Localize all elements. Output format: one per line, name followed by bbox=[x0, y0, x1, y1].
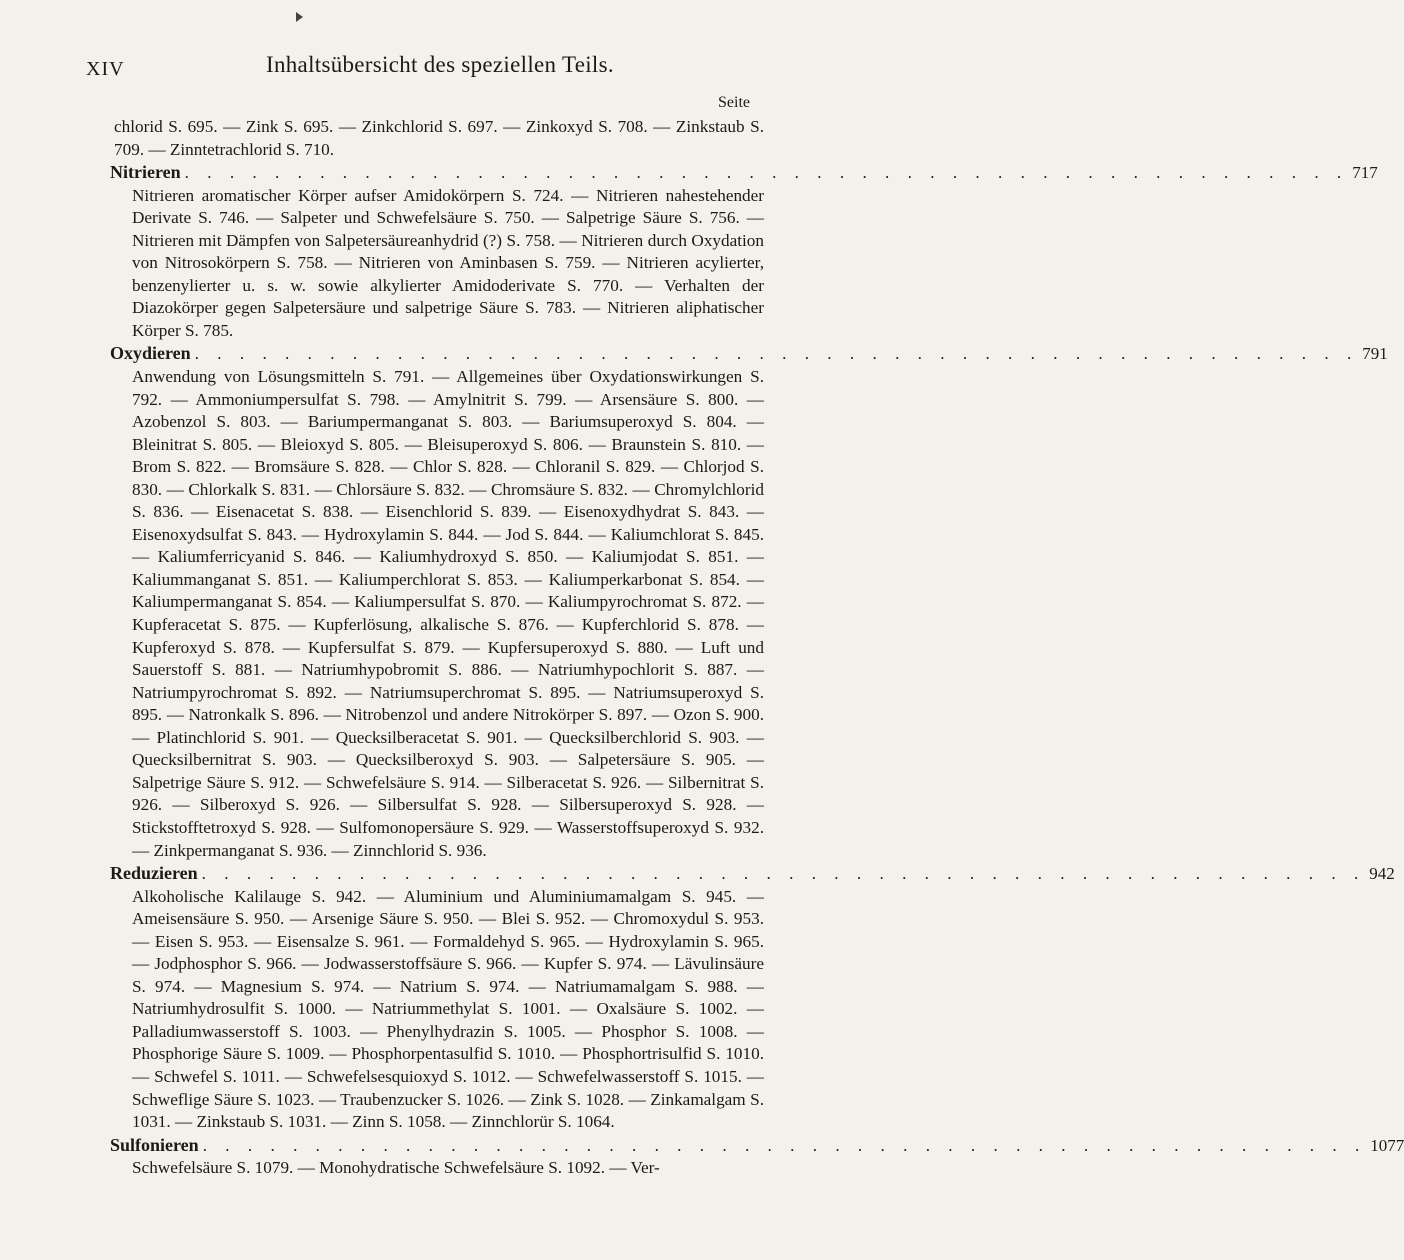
section-title: Nitrieren bbox=[110, 162, 181, 183]
page-title: Inhaltsübersicht des speziellen Teils. bbox=[266, 52, 614, 77]
section-heading-reduzieren bbox=[110, 862, 1395, 886]
section-entry-sulfonieren: Schwefelsäure S. 1079. — Monohydratische Schwefelsäure S. 1092. — Ver- bbox=[132, 1158, 660, 1178]
table-of-contents bbox=[110, 116, 1404, 1180]
section-page-number: 942 bbox=[1369, 864, 1395, 884]
section-title: Reduzieren bbox=[110, 863, 198, 884]
section-entry-nitrieren: Nitrieren aromatischer Körper aufser Amidokörpern S. 724. — Nitrieren nahestehender Derivate S. 746. — Salpeter und Schwefelsäure S. 750. — Salpetrige Säure S. 756. — Nitrieren mit Dämpfen von Salpetersäureanhydrid (?) S. 758. — Nitrieren durch Oxydation von Nitrosokörpern S. 758. — Nitrieren von Aminbasen S. 759. — Nitrieren acylierter, benzenylierter u. s. w. sowie alkylierter Amidoderivate S. 770. — Verhalten der Diazokörper gegen Salpetersäure und salpetrige Säure S. 783. — Nitrieren aliphatischer Körper S. 785. bbox=[132, 185, 764, 340]
dot-leader: . . . . . . . . . . . . . . . . . . . . . . . . . . . . . . . . . . . . . . . . . . . . . . . . . . . . bbox=[202, 1135, 1367, 1155]
dot-leader: . . . . . . . . . . . . . . . . . . . . . . . . . . . . . . . . . . . . . . . . . . . . . . . . . . . . bbox=[184, 163, 1349, 183]
section-page-number: 717 bbox=[1352, 163, 1378, 183]
section-heading-nitrieren bbox=[110, 161, 1378, 185]
section-page-number: 791 bbox=[1362, 344, 1388, 364]
section-heading-oxydieren bbox=[110, 342, 1388, 366]
section-title: Oxydieren bbox=[110, 343, 191, 364]
page-column-label: Seite bbox=[718, 94, 750, 111]
page-number: XIV bbox=[86, 58, 125, 80]
pointer-icon bbox=[296, 12, 303, 22]
section-entry-oxydieren: Anwendung von Lösungsmitteln S. 791. — Allgemeines über Oxydationswirkungen S. 792. — Ammoniumpersulfat S. 798. — Amylnitrit S. 799. — Arsensäure S. 800. — Azobenzol S. 803. — Bariumpermanganat S. 803. — Bariumsuperoxyd S. 804. — Bleinitrat S. 805. — Bleioxyd S. 805. — Bleisuperoxyd S. 806. — Braunstein S. 810. — Brom S. 822. — Bromsäure S. 828. — Chlor S. 828. — Chloranil S. 829. — Chlorjod S. 830. — Chlorkalk S. 831. — Chlorsäure S. 832. — Chromsäure S. 832. — Chromylchlorid S. 836. — Eisenacetat S. 838. — Eisenchlorid S. 839. — Eisenoxydhydrat S. 843. — Eisenoxydsulfat S. 843. — Hydroxylamin S. 844. — Jod S. 844. — Kaliumchlorat S. 845. — Kaliumferricyanid S. 846. — Kaliumhydroxyd S. 850. — Kaliumjodat S. 851. — Kaliummanganat S. 851. — Kaliumperchlorat S. 853. — Kaliumperkarbonat S. 854. — Kaliumpermanganat S. 854. — Kaliumpersulfat S. 870. — Kaliumpyrochromat S. 872. — Kupferacetat S. 875. — Kupferlösung, alkalische S. 876. — Kupferchlorid S. 878. — Kupferoxyd S. 878. — Kupfersulfat S. 879. — Kupfersuperoxyd S. 880. — Luft und Sauerstoff S. 881. — Natriumhypobromit S. 886. — Natriumhypochlorit S. 887. — Natriumpyrochromat S. 892. — Natriumsuperchromat S. 895. — Natriumsuperoxyd S. 895. — Natronkalk S. 896. — Nitrobenzol und andere Nitrokörper S. 897. — Ozon S. 900. — Platinchlorid S. 901. — Quecksilberacetat S. 901. — Quecksilberchlorid S. 903. — Quecksilbernitrat S. 903. — Quecksilberoxyd S. 903. — Salpetersäure S. 905. — Salpetrige Säure S. 912. — Schwefelsäure S. 914. — Silberacetat S. 926. — Silbernitrat S. 926. — Silberoxyd S. 926. — Silbersulfat S. 928. — Silbersuperoxyd S. 928. — Stickstofftetroxyd S. 928. — Sulfomonopersäure S. 929. — Wasserstoffsuperoxyd S. 932. — Zinkpermanganat S. 936. — Zinnchlorid S. 936. bbox=[132, 367, 764, 860]
section-page-number: 1077 bbox=[1370, 1135, 1404, 1155]
section-heading-sulfonieren bbox=[110, 1134, 1404, 1158]
section-title: Sulfonieren bbox=[110, 1134, 199, 1155]
continuation-entry: chlorid S. 695. — Zink S. 695. — Zinkchlorid S. 697. — Zinkoxyd S. 708. — Zinkstaub S. 709. — Zinntetrachlorid S. 710. bbox=[114, 117, 764, 159]
running-head bbox=[86, 52, 766, 82]
dot-leader: . . . . . . . . . . . . . . . . . . . . . . . . . . . . . . . . . . . . . . . . . . . . . . . . . . . . bbox=[201, 864, 1366, 884]
dot-leader: . . . . . . . . . . . . . . . . . . . . . . . . . . . . . . . . . . . . . . . . . . . . . . . . . . . . bbox=[194, 344, 1359, 364]
section-entry-reduzieren: Alkoholische Kalilauge S. 942. — Aluminium und Aluminiumamalgam S. 945. — Ameisensäure S. 950. — Arsenige Säure S. 950. — Blei S. 952. — Chromoxydul S. 953. — Eisen S. 953. — Eisensalze S. 961. — Formaldehyd S. 965. — Hydroxylamin S. 965. — Jodphosphor S. 966. — Jodwasserstoffsäure S. 966. — Kupfer S. 974. — Lävulinsäure S. 974. — Magnesium S. 974. — Natrium S. 974. — Natriumamalgam S. 988. — Natriumhydrosulfit S. 1000. — Natriummethylat S. 1001. — Oxalsäure S. 1002. — Palladiumwasserstoff S. 1003. — Phenylhydrazin S. 1005. — Phosphor S. 1008. — Phosphorige Säure S. 1009. — Phosphorpentasulfid S. 1010. — Phosphortrisulfid S. 1010. — Schwefel S. 1011. — Schwefelsesquioxyd S. 1012. — Schwefelwasserstoff S. 1015. — Schweflige Säure S. 1023. — Traubenzucker S. 1026. — Zink S. 1028. — Zinkamalgam S. 1031. — Zinkstaub S. 1031. — Zinn S. 1058. — Zinnchlorür S. 1064. bbox=[132, 886, 764, 1132]
